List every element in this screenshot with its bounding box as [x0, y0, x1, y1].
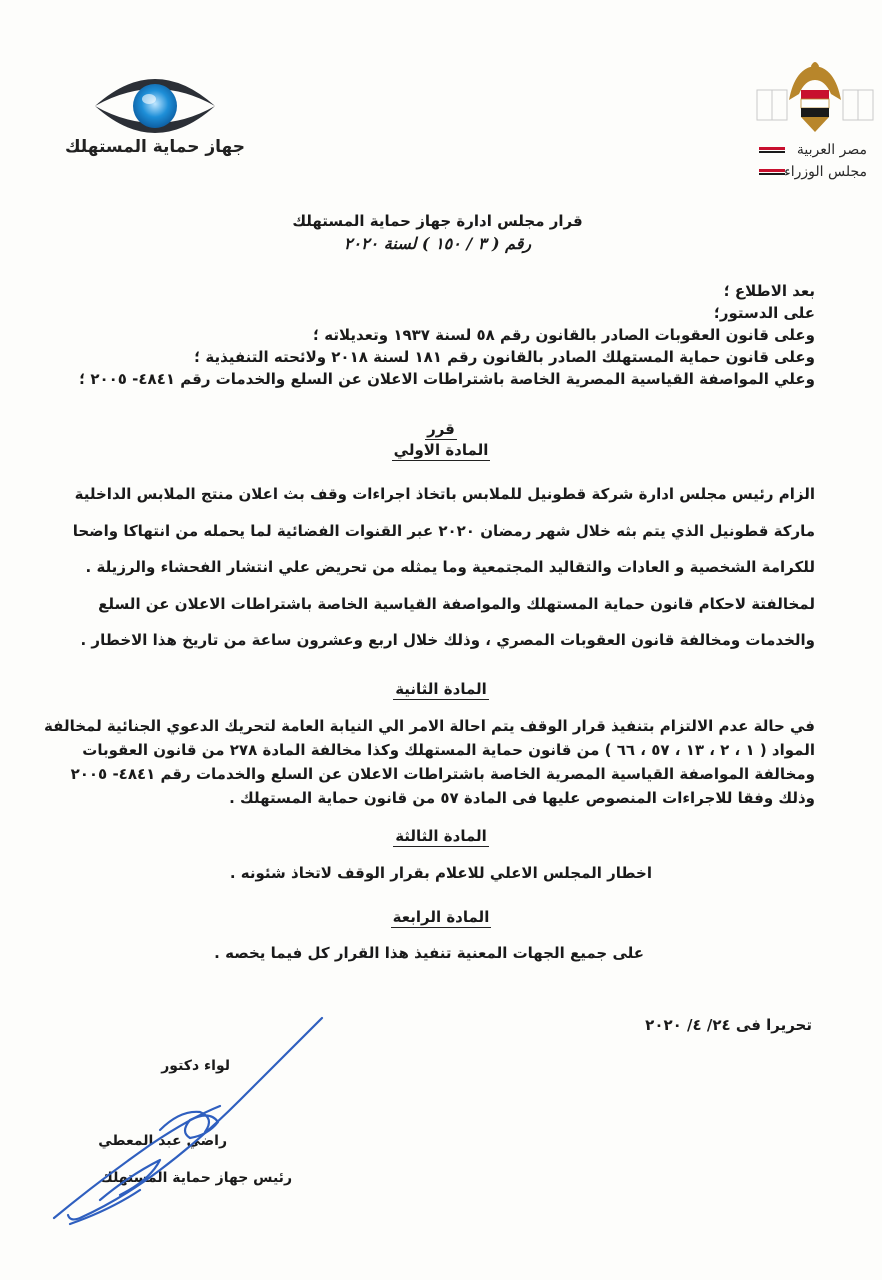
eagle-emblem-icon [755, 60, 875, 138]
article-line: والخدمات ومخالفة قانون العقوبات المصري ، وذلك خلال اربع وعشرون ساعة من تاريخ هذا الاخطار . [80, 631, 815, 649]
decision-label: قرر [427, 420, 455, 438]
article2-body [44, 714, 815, 810]
article4-heading: المادة الرابعة [392, 908, 490, 926]
article-line: في حالة عدم الالتزام بتنفيذ قرار الوقف يتم احالة الامر الي النيابة العامة لتحريك الدعوي الجنائية لمخالفة [44, 717, 815, 735]
egypt-government-logo [755, 60, 875, 190]
flag-stripes-icon [759, 145, 785, 185]
government-line2: مجلس الوزراء [784, 164, 867, 180]
article3-heading: المادة الثالثة [395, 827, 487, 845]
article4-body: على جميع الجهات المعنية تنفيذ هذا القرار كل فيما يخصه . [214, 944, 644, 962]
article1-heading: المادة الاولي [393, 441, 489, 459]
article-line: الزام رئيس مجلس ادارة شركة قطونيل للملابس باتخاذ اجراءات وقف بث اعلان منتج الملابس الداخلية [74, 485, 815, 503]
preamble [55, 280, 815, 390]
signatory-title: رئيس جهاز حماية المستهلك [100, 1170, 292, 1186]
article-line: المواد ( ١ ، ٢ ، ١٣ ، ٥٧ ، ٦٦ ) من قانون حماية المستهلك وكذا مخالفة المادة ٢٧٨ من قانون العقوبات [82, 741, 815, 759]
article-line: ومخالفة المواصفة القياسية المصرية الخاصة باشتراطات الاعلان عن السلع والخدمات رقم ٤٨٤١- ٢٠٠٥ [70, 765, 815, 783]
article1-body [60, 476, 815, 659]
decision-number: رقم ( ٣ / ١٥٠ ) لسنة ٢٠٢٠ [343, 234, 532, 253]
signatory-name: راضي عبد المعطي [98, 1133, 227, 1149]
issue-date: تحريرا فى ٢٤/ ٤/ ٢٠٢٠ [645, 1016, 812, 1034]
consumer-protection-logo [55, 75, 255, 175]
preamble-line: وعلى قانون العقوبات الصادر بالقانون رقم ٥٨ لسنة ١٩٣٧ وتعديلاته ؛ [313, 326, 815, 344]
signatory-rank: لواء دكتور [161, 1058, 230, 1074]
article-line: للكرامة الشخصية و العادات والتقاليد المجتمعية وما يمثله من تحريض علي انتشار الفحشاء والرزيلة . [85, 558, 815, 576]
consumer-agency-name: جهاز حماية المستهلك [64, 137, 246, 157]
article3-body: اخطار المجلس الاعلي للاعلام بقرار الوقف لاتخاذ شئونه . [229, 864, 652, 882]
government-line1: مصر العربية [796, 142, 867, 158]
handwritten-signature-icon [40, 1010, 340, 1230]
preamble-line: على الدستور؛ [713, 304, 815, 322]
preamble-line: وعلي المواصفة القياسية المصرية الخاصة باشتراطات الاعلان عن السلع والخدمات رقم ٤٨٤١- ٢٠٠٥ ؛ [79, 370, 815, 388]
article2-heading: المادة الثانية [395, 680, 487, 698]
preamble-line: وعلى قانون حماية المستهلك الصادر بالقانون رقم ١٨١ لسنة ٢٠١٨ ولائحته التنفيذية ؛ [194, 348, 815, 366]
preamble-line: بعد الاطلاع ؛ [723, 282, 815, 300]
article-line: لمخالفتة لاحكام قانون حماية المستهلك والمواصفة القياسية الخاصة باشتراطات الاعلان عن السلع [98, 594, 815, 613]
decision-title [240, 212, 635, 253]
article-line: ماركة قطونيل الذي يتم بثه خلال شهر رمضان ٢٠٢٠ عبر القنوات الفضائية لما يحمله من انتهاكا واضحا [72, 521, 815, 540]
eye-logo-icon [55, 75, 255, 137]
title-line1: قرار مجلس ادارة جهاز حماية المستهلك [292, 212, 583, 230]
article-line: وذلك وفقا للاجراءات المنصوص عليها فى المادة ٥٧ من قانون حماية المستهلك . [229, 789, 815, 807]
